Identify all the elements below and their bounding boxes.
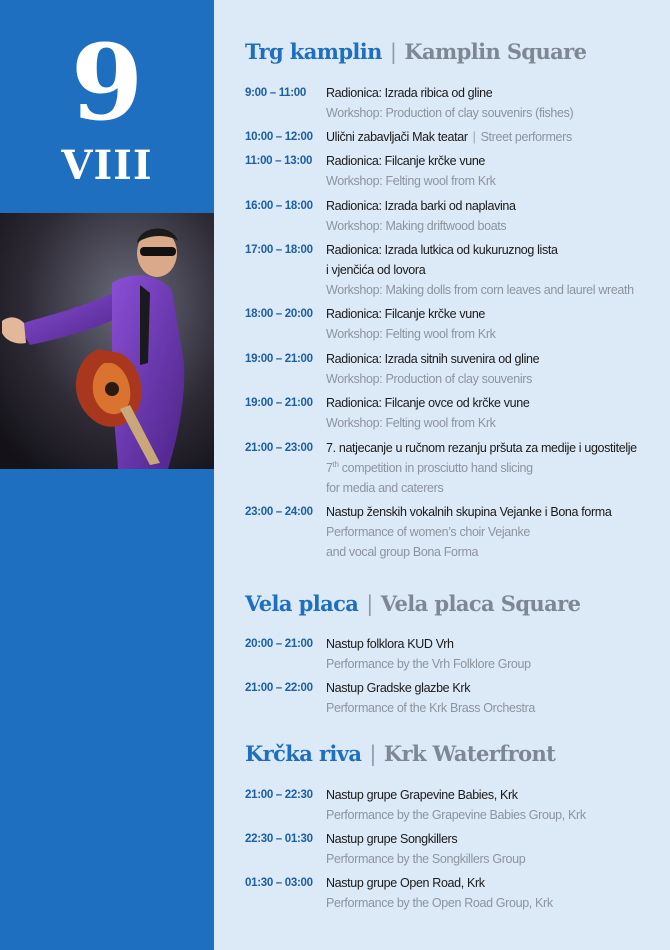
event-title-hr: Radionica: Filcanje krčke vune xyxy=(326,307,486,321)
event-title-en: Performance of the Krk Brass Orchestra xyxy=(326,701,536,715)
event-time: 23:00 – 24:00 xyxy=(245,506,313,518)
event-title-hr: Radionica: Izrada barki od naplavina xyxy=(326,199,516,213)
event-title-en: Workshop: Production of clay souvenirs xyxy=(326,372,533,386)
event-title-en: Performance by the Grapevine Babies Group, Krk xyxy=(326,808,586,822)
event-title-en-cont: and vocal group Bona Forma xyxy=(326,545,479,559)
event-title-hr: Radionica: Filcanje ovce od krčke vune xyxy=(326,396,530,410)
date-sidebar xyxy=(0,0,214,950)
day-number: 9 xyxy=(70,21,144,144)
event-title-hr: Nastup grupe Open Road, Krk xyxy=(326,876,485,890)
event-title-en: Performance by the Songkillers Group xyxy=(326,852,526,866)
section-title-en: Kamplin Square xyxy=(404,39,587,64)
event-title-en: Workshop: Felting wool from Krk xyxy=(326,327,496,341)
event-title-hr: 7. natjecanje u ručnom rezanju pršuta za medije i ugostitelje xyxy=(326,441,637,455)
event-title-hr-cont: i vjenčića od lovora xyxy=(326,263,426,277)
event-time: 18:00 – 20:00 xyxy=(245,308,313,320)
event-time: 16:00 – 18:00 xyxy=(245,200,313,212)
event-title-hr: Nastup ženskih vokalnih skupina Vejanke i Bona forma xyxy=(326,505,612,519)
event-title-hr: Nastup grupe Songkillers xyxy=(326,832,458,846)
event-title-hr: Nastup Gradske glazbe Krk xyxy=(326,681,471,695)
event-title-en: Workshop: Felting wool from Krk xyxy=(326,174,496,188)
event-time: 11:00 – 13:00 xyxy=(245,155,313,167)
event-time: 10:00 – 12:00 xyxy=(245,131,313,143)
section-title-en: Vela placa Square xyxy=(380,591,581,616)
event-title-hr: Radionica: Izrada lutkica od kukuruznog lista xyxy=(326,243,558,257)
event-title-en: Performance of women’s choir Vejanke xyxy=(326,525,530,539)
event-time: 21:00 – 22:00 xyxy=(245,682,313,694)
event-time: 01:30 – 03:00 xyxy=(245,877,313,889)
event-title-hr: Radionica: Izrada sitnih suvenira od gline xyxy=(326,352,540,366)
title-separator: | xyxy=(366,592,373,616)
title-separator: | xyxy=(389,40,397,64)
event-title-en-cont: for media and caterers xyxy=(326,481,444,495)
event-title-hr: Radionica: Izrada ribica od gline xyxy=(326,86,493,100)
event-title-en: Performance by the Vrh Folklore Group xyxy=(326,657,531,671)
event-time: 20:00 – 21:00 xyxy=(245,638,313,650)
month-roman: VIII xyxy=(61,142,153,189)
section-title-hr: Vela placa xyxy=(245,591,359,616)
performer-with-guitar-icon xyxy=(0,213,214,469)
inline-separator: | xyxy=(472,130,476,144)
event-time: 19:00 – 21:00 xyxy=(245,353,313,365)
event-title-en: Workshop: Making dolls from corn leaves and laurel wreath xyxy=(326,283,634,297)
event-time: 9:00 – 11:00 xyxy=(245,87,306,99)
event-title-hr: Ulični zabavljači Mak teatar xyxy=(326,130,468,144)
event-title-en: Street performers xyxy=(480,130,572,144)
section-title-hr: Krčka riva xyxy=(245,741,362,766)
event-time: 21:00 – 23:00 xyxy=(245,442,313,454)
performer-photo xyxy=(0,213,214,469)
event-title-en: Workshop: Making driftwood boats xyxy=(326,219,507,233)
event-title-en: competition in prosciutto hand slicing xyxy=(338,461,533,475)
event-title-hr: Nastup folklora KUD Vrh xyxy=(326,637,454,651)
section-header-krcka-riva xyxy=(245,741,555,767)
title-separator: | xyxy=(369,742,376,766)
ordinal-number: 7 xyxy=(326,461,333,475)
event-title-hr: Nastup grupe Grapevine Babies, Krk xyxy=(326,788,518,802)
event-title-en: Performance by the Open Road Group, Krk xyxy=(326,896,553,910)
event-time: 22:30 – 01:30 xyxy=(245,833,313,845)
event-time: 19:00 – 21:00 xyxy=(245,397,313,409)
section-header-vela-placa xyxy=(245,591,580,617)
section-title-en: Krk Waterfront xyxy=(383,741,556,766)
ordinal-suffix: th xyxy=(332,459,339,469)
event-title-en: Workshop: Production of clay souvenirs (fishes) xyxy=(326,106,574,120)
event-time: 17:00 – 18:00 xyxy=(245,244,313,256)
event-title-en: Workshop: Felting wool from Krk xyxy=(326,416,496,430)
event-title-hr: Radionica: Filcanje krčke vune xyxy=(326,154,486,168)
section-title-hr: Trg kamplin xyxy=(245,39,382,64)
section-header-kamplin xyxy=(245,39,586,65)
event-time: 21:00 – 22:30 xyxy=(245,789,313,801)
